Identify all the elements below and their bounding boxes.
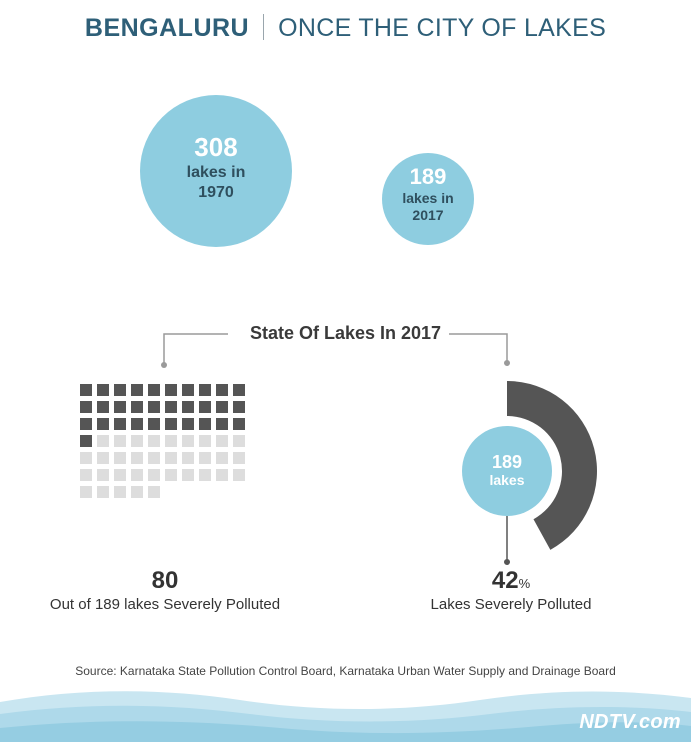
polluted-percent-suffix: %	[518, 576, 531, 591]
ndtv-logo: NDTV.com	[579, 711, 681, 733]
bubble-1970-label: lakes in 1970	[186, 164, 246, 201]
polluted-percent-label: Lakes Severely Polluted	[430, 596, 592, 613]
bubble-2017-value: 189	[409, 164, 447, 189]
section-title-text: State Of Lakes In 2017	[242, 323, 449, 343]
polluted-count-label: Out of 189 lakes Severely Polluted	[49, 596, 281, 613]
bubble-2017-label: lakes in 2017	[402, 190, 454, 223]
title-city: BENGALURU	[84, 14, 250, 42]
polluted-count: 80	[151, 567, 179, 594]
bubble-1970-value: 308	[194, 132, 238, 162]
polluted-percent-value: 42	[491, 567, 519, 594]
title-subtitle: ONCE THE CITY OF LAKES	[278, 14, 607, 42]
polluted-percent	[420, 567, 602, 595]
donut-center-value: 189	[491, 452, 523, 472]
source-note: Source: Karnataka State Pollution Control Board, Karnataka Urban Water Supply and Drainage Board	[75, 664, 616, 678]
donut-center-label: lakes	[489, 472, 525, 488]
donut-pointer-dot	[504, 559, 510, 565]
